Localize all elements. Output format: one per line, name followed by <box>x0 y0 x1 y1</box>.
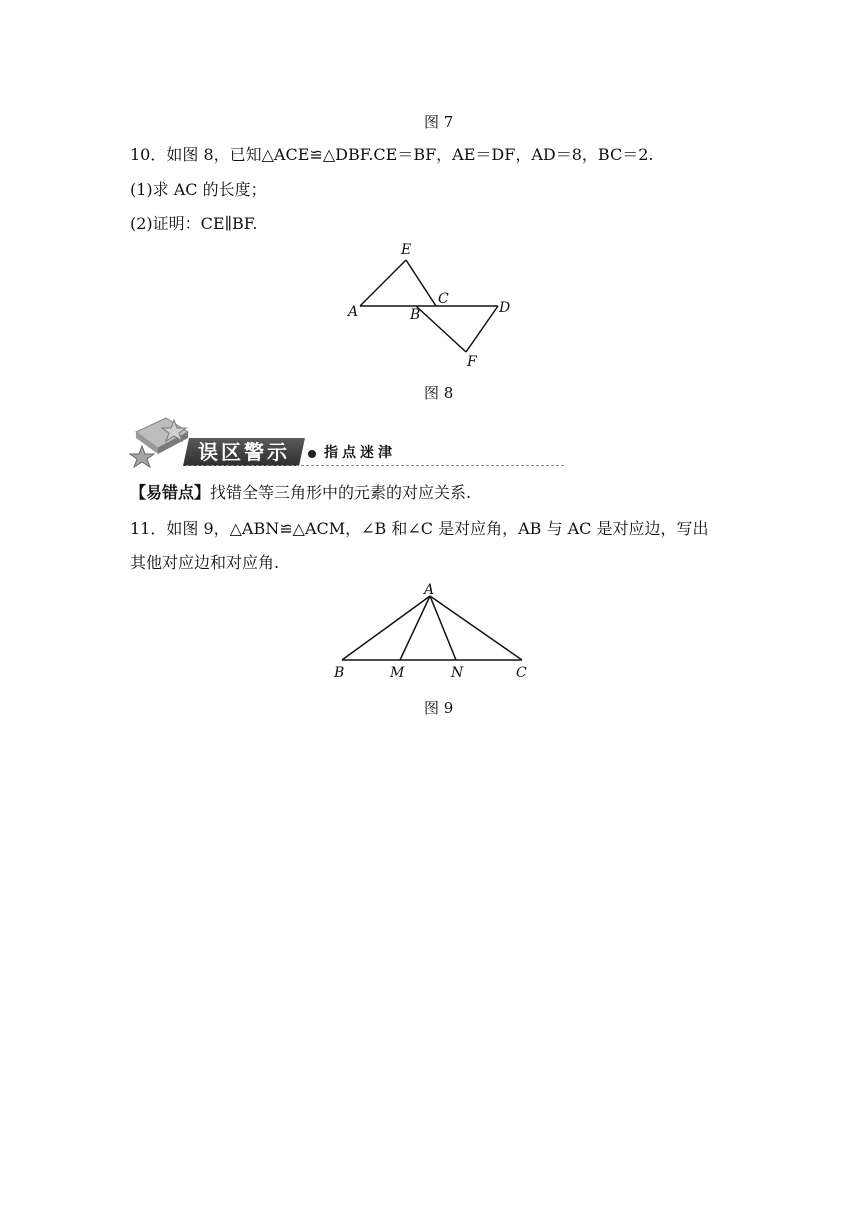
question-10-part-2: (2)证明：CE∥BF. <box>130 214 258 233</box>
section-title: 误区警示 <box>198 440 290 464</box>
label-A: A <box>348 304 359 320</box>
label-F: F <box>467 354 477 370</box>
figure-7-caption: 图 7 <box>424 113 454 131</box>
question-10-stem: 10．如图 8，已知△ACE≌△DBF.CE＝BF，AE＝DF，AD＝8，BC＝2. <box>130 145 654 164</box>
section-subtitle: 指点迷津 <box>324 445 396 461</box>
figure-8-diagram <box>340 236 530 376</box>
label-C: C <box>438 291 449 307</box>
label-C: C <box>516 665 527 681</box>
segment-AB <box>342 596 430 660</box>
question-11-line-1: 11．如图 9，△ABN≌△ACM，∠B 和∠C 是对应角，AB 与 AC 是对应边，写出 <box>130 519 709 538</box>
segment-AE <box>360 260 406 306</box>
banner-divider <box>186 465 564 466</box>
label-N: N <box>451 665 464 681</box>
segment-FD <box>466 306 498 352</box>
label-E: E <box>401 242 412 258</box>
section-title-banner <box>183 438 305 466</box>
banner-dot-icon <box>308 450 316 458</box>
question-11-line-2: 其他对应边和对应角. <box>130 553 280 572</box>
label-D: D <box>499 300 511 316</box>
tip-text: 找错全等三角形中的元素的对应关系. <box>210 483 472 502</box>
segment-EC <box>406 260 436 306</box>
figure-9-caption: 图 9 <box>424 699 454 717</box>
label-M: M <box>390 665 405 681</box>
tip-line <box>130 482 471 504</box>
segment-AM <box>400 596 430 660</box>
label-B: B <box>410 307 421 323</box>
figure-9-diagram <box>326 582 538 682</box>
question-10-part-1: (1)求 AC 的长度； <box>130 180 267 199</box>
tip-label: 【易错点】 <box>130 483 211 502</box>
label-A: A <box>424 582 435 598</box>
segment-BF <box>416 306 466 352</box>
label-B: B <box>334 665 345 681</box>
figure-8-caption: 图 8 <box>424 384 454 402</box>
stars-books-icon <box>128 410 192 472</box>
